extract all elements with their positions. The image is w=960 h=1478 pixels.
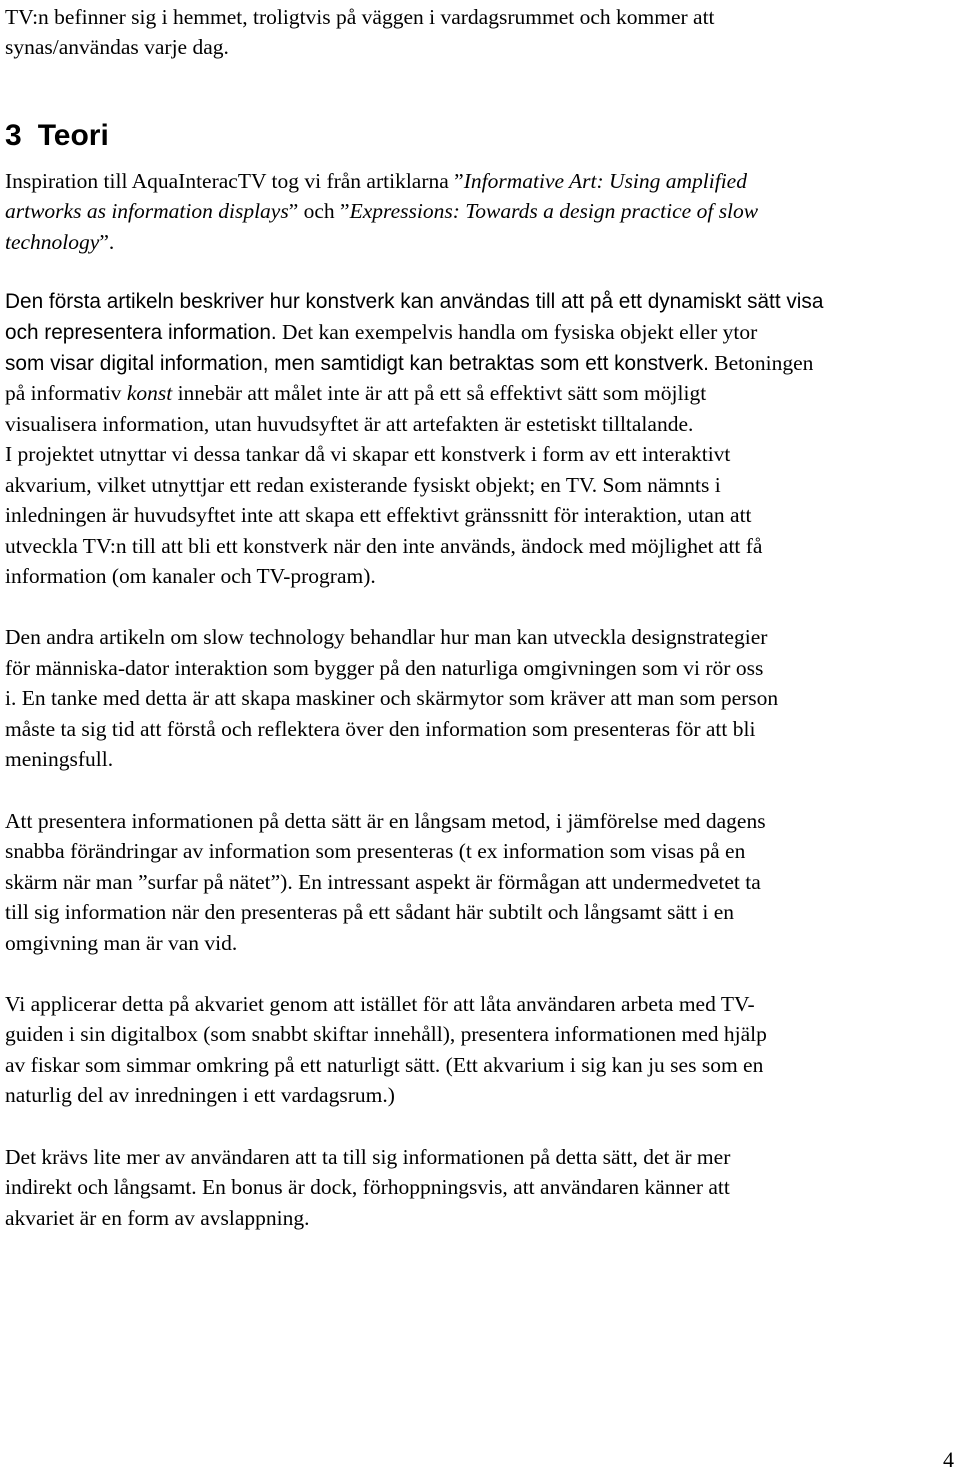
text-line: information (om kanaler och TV-program).	[5, 564, 376, 588]
text-line	[5, 348, 813, 379]
article-title: Informative Art: Using amplified	[463, 169, 747, 193]
text-line: akvariet är en form av avslappning.	[5, 1206, 310, 1230]
text-span: innebär att målet inte är att på ett så effektivt sätt som möjligt	[172, 381, 707, 405]
text-line: indirekt och långsamt. En bonus är dock, förhoppningsvis, att användaren känner att	[5, 1175, 730, 1199]
text-line: visualisera information, utan huvudsyftet är att artefakten är estetiskt tilltalande.	[5, 412, 694, 436]
text-line: Att presentera informationen på detta sätt är en långsam metod, i jämförelse med dagens	[5, 809, 766, 833]
text-line: Vi applicerar detta på akvariet genom att istället för att låta användaren arbeta med TV-	[5, 992, 755, 1016]
section-title: Teori	[37, 119, 109, 152]
page-number: 4	[943, 1447, 954, 1472]
text-line: synas/användas varje dag.	[5, 35, 229, 59]
text-line: måste ta sig tid att förstå och reflektera över den information som presenteras för att bli	[5, 717, 756, 741]
text-line: Det krävs lite mer av användaren att ta till sig informationen på detta sätt, det är mer	[5, 1145, 731, 1169]
article-title: Expressions: Towards a design practice of slow	[349, 199, 759, 223]
text-line: av fiskar som simmar omkring på ett naturligt sätt. (Ett akvarium i sig kan ju ses som en	[5, 1053, 764, 1077]
text-span: ” och ”	[288, 199, 350, 223]
text-line	[5, 378, 706, 408]
text-span: Betoningen	[708, 351, 814, 375]
text-line: snabba förändringar av information som presenteras (t ex information som visas på en	[5, 839, 746, 863]
article-title: technology	[5, 230, 100, 254]
text-line: meningsfull.	[5, 747, 114, 771]
text-line: inledningen är huvudsyftet inte att skapa ett effektivt gränssnitt för interaktion, utan att	[5, 503, 752, 527]
article-title: artworks as information displays	[5, 199, 289, 223]
text-line: guiden i sin digitalbox (som snabbt skiftar innehåll), presentera informationen med hjälp	[5, 1022, 767, 1046]
text-line: Den första artikeln beskriver hur konstverk kan användas till att på ett dynamiskt sätt visa	[5, 290, 824, 313]
text-span: Inspiration till AquaInteracTV tog vi från artiklarna ”	[5, 169, 464, 193]
text-span: och representera information.	[5, 321, 277, 344]
text-line	[5, 317, 757, 348]
text-span: som visar digital information, men samtidigt kan betraktas som ett konstverk.	[5, 352, 709, 375]
text-span: ”.	[99, 230, 115, 254]
section-heading	[5, 116, 109, 156]
text-line	[5, 166, 747, 196]
text-line: omgivning man är van vid.	[5, 931, 238, 955]
text-line	[5, 227, 114, 257]
text-line: akvarium, vilket utnyttjar ett redan existerande fysiskt objekt; en TV. Som nämnts i	[5, 473, 721, 497]
section-number: 3	[5, 119, 22, 152]
text-line: till sig information när den presenteras på ett sådant här subtilt och långsamt sätt i en	[5, 900, 735, 924]
text-line: utveckla TV:n till att bli ett konstverk när den inte används, ändock med möjlighet att få	[5, 534, 763, 558]
text-line	[5, 196, 758, 226]
text-line: TV:n befinner sig i hemmet, troligtvis på väggen i vardagsrummet och kommer att	[5, 5, 715, 29]
text-line: naturlig del av inredningen i ett vardagsrum.)	[5, 1083, 395, 1107]
text-line: skärm när man ”surfar på nätet”). En intressant aspekt är förmågan att undermedvetet ta	[5, 870, 761, 894]
text-span: på informativ	[5, 381, 127, 405]
text-line: för människa-dator interaktion som bygger på den naturliga omgivningen som vi rör oss	[5, 656, 764, 680]
emphasis: konst	[126, 381, 173, 405]
text-line: I projektet utnyttar vi dessa tankar då vi skapar ett konstverk i form av ett interaktivt	[5, 442, 731, 466]
text-line: Den andra artikeln om slow technology behandlar hur man kan utveckla designstrategier	[5, 625, 768, 649]
text-line: i. En tanke med detta är att skapa maskiner och skärmytor som kräver att man som person	[5, 686, 779, 710]
text-span: Det kan exempelvis handla om fysiska objekt eller ytor	[276, 320, 758, 344]
